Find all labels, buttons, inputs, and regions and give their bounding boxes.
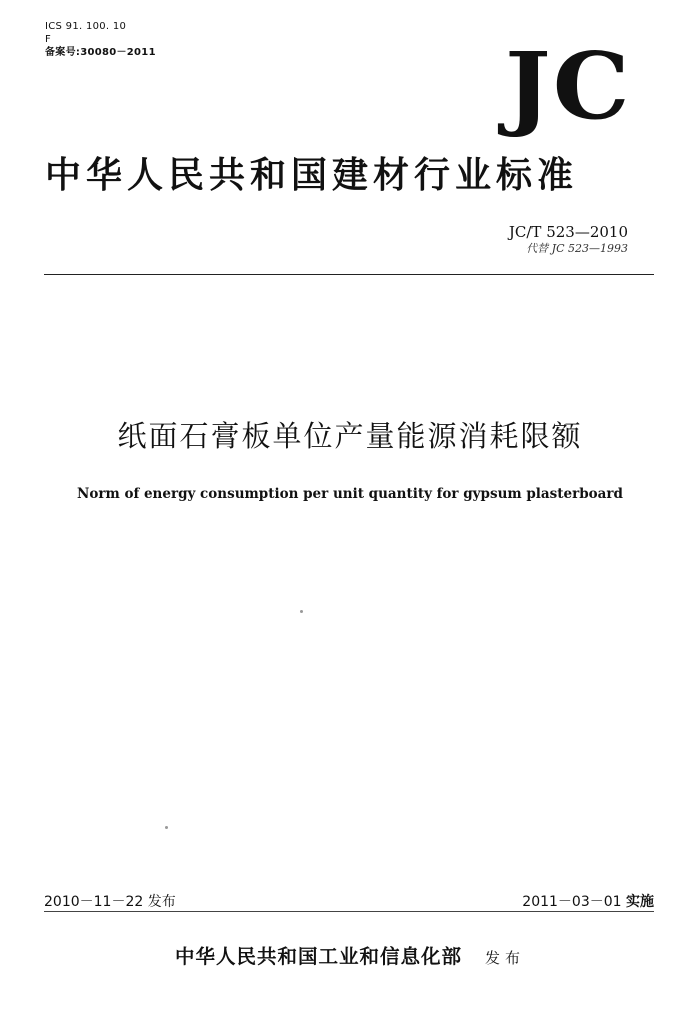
standard-banner-title: 中华人民共和国建材行业标准	[45, 154, 579, 196]
filing-number: 备案号:30080－2011	[45, 47, 156, 58]
effective-date-value: 2011－03－01	[522, 894, 622, 910]
issuer-action: 发布	[485, 949, 526, 967]
ics-code: ICS 91. 100. 10	[45, 21, 127, 32]
scan-speck	[165, 826, 168, 829]
category-code: F	[45, 34, 52, 45]
header-divider	[44, 274, 654, 275]
issue-date-value: 2010－11－22	[44, 894, 144, 910]
footer-divider	[44, 911, 654, 912]
document-title-chinese: 纸面石膏板单位产量能源消耗限额	[117, 419, 583, 453]
issuing-authority	[0, 944, 700, 971]
effective-date	[522, 893, 654, 911]
issue-date-label: 发布	[147, 894, 176, 910]
standard-number: JC/T 523—2010	[508, 223, 628, 241]
issuer-name: 中华人民共和国工业和信息化部	[174, 945, 462, 968]
document-title-english: Norm of energy consumption per unit quantity for gypsum plasterboard	[77, 486, 623, 502]
jc-logo: JC	[505, 32, 632, 140]
effective-date-label: 实施	[626, 894, 654, 910]
issue-date	[44, 893, 176, 911]
replaced-standard: 代替 JC 523—1993	[526, 242, 628, 255]
scan-speck	[300, 610, 303, 613]
